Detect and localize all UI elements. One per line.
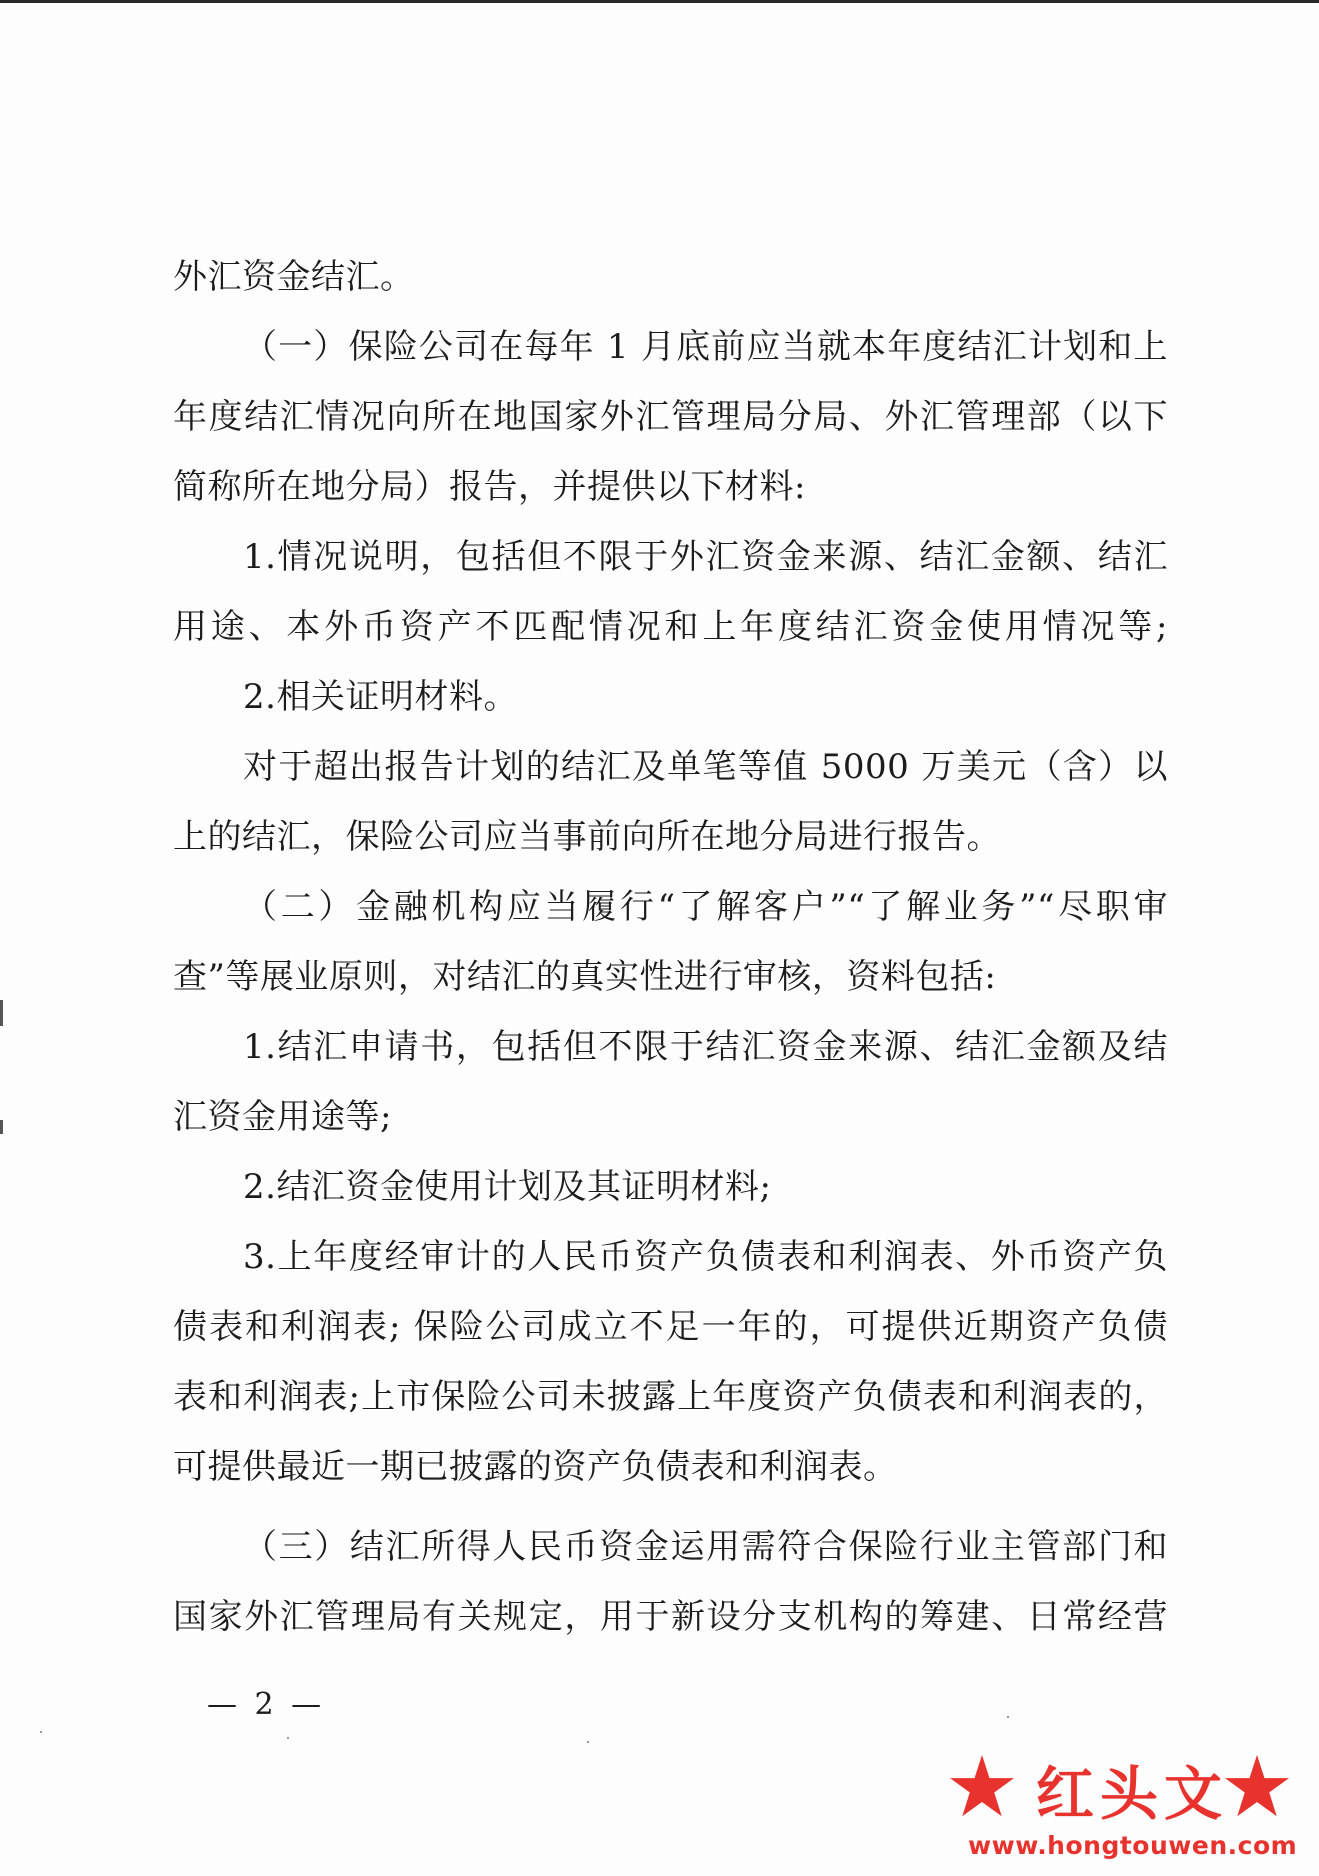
paragraph-line: 对于超出报告计划的结汇及单笔等值 5000 万美元（含）以 (243, 747, 1168, 787)
scan-speck (1007, 1716, 1009, 1718)
scan-edge-mark (0, 1000, 3, 1026)
paragraph-line: 债表和利润表; 保险公司成立不足一年的，可提供近期资产负债 (173, 1307, 1168, 1347)
paragraph-line: 外汇资金结汇。 (173, 257, 415, 297)
paragraph-line: 用途、本外币资产不匹配情况和上年度结汇资金使用情况等; (173, 607, 1168, 647)
paragraph-line: 1.结汇申请书，包括但不限于结汇资金来源、结汇金额及结 (243, 1027, 1168, 1067)
paragraph-line: 年度结汇情况向所在地国家外汇管理局分局、外汇管理部（以下 (173, 397, 1168, 437)
paragraph-line: 1.情况说明，包括但不限于外汇资金来源、结汇金额、结汇 (243, 537, 1168, 577)
site-watermark (948, 1745, 1298, 1865)
page-number: — 2 — (207, 1687, 326, 1722)
watermark-text: 红头文 (1036, 1760, 1229, 1828)
paragraph-line: 2.相关证明材料。 (243, 677, 518, 717)
paragraph-line: 可提供最近一期已披露的资产负债表和利润表。 (173, 1447, 898, 1487)
star-icon (948, 1753, 1016, 1821)
paragraph-line: （二）金融机构应当履行“了解客户”“了解业务”“尽职审 (243, 887, 1168, 927)
paragraph-line: 国家外汇管理局有关规定，用于新设分支机构的筹建、日常经营 (173, 1597, 1168, 1637)
watermark-url: www.hongtouwen.com (968, 1831, 1298, 1860)
paragraph-line: 3.上年度经审计的人民币资产负债表和利润表、外币资产负 (243, 1237, 1168, 1277)
paragraph-line: （一）保险公司在每年 1 月底前应当就本年度结汇计划和上 (243, 327, 1168, 367)
paragraph-line: 表和利润表;上市保险公司未披露上年度资产负债表和利润表的， (173, 1377, 1168, 1417)
paragraph-line: 汇资金用途等; (173, 1097, 392, 1137)
star-icon (1223, 1753, 1291, 1821)
scan-speck (40, 1731, 42, 1733)
scan-speck (287, 1737, 289, 1739)
scan-top-edge (0, 0, 1319, 3)
scan-edge-mark (0, 1120, 3, 1134)
paragraph-line: 简称所在地分局）报告，并提供以下材料: (173, 467, 806, 507)
paragraph-line: （三）结汇所得人民币资金运用需符合保险行业主管部门和 (243, 1527, 1168, 1567)
paragraph-line: 2.结汇资金使用计划及其证明材料; (243, 1167, 772, 1207)
watermark-title-row (948, 1745, 1293, 1827)
paragraph-line: 查”等展业原则，对结汇的真实性进行审核，资料包括: (173, 957, 997, 997)
paragraph-line: 上的结汇，保险公司应当事前向所在地分局进行报告。 (173, 817, 1001, 857)
scan-speck (587, 1741, 589, 1743)
